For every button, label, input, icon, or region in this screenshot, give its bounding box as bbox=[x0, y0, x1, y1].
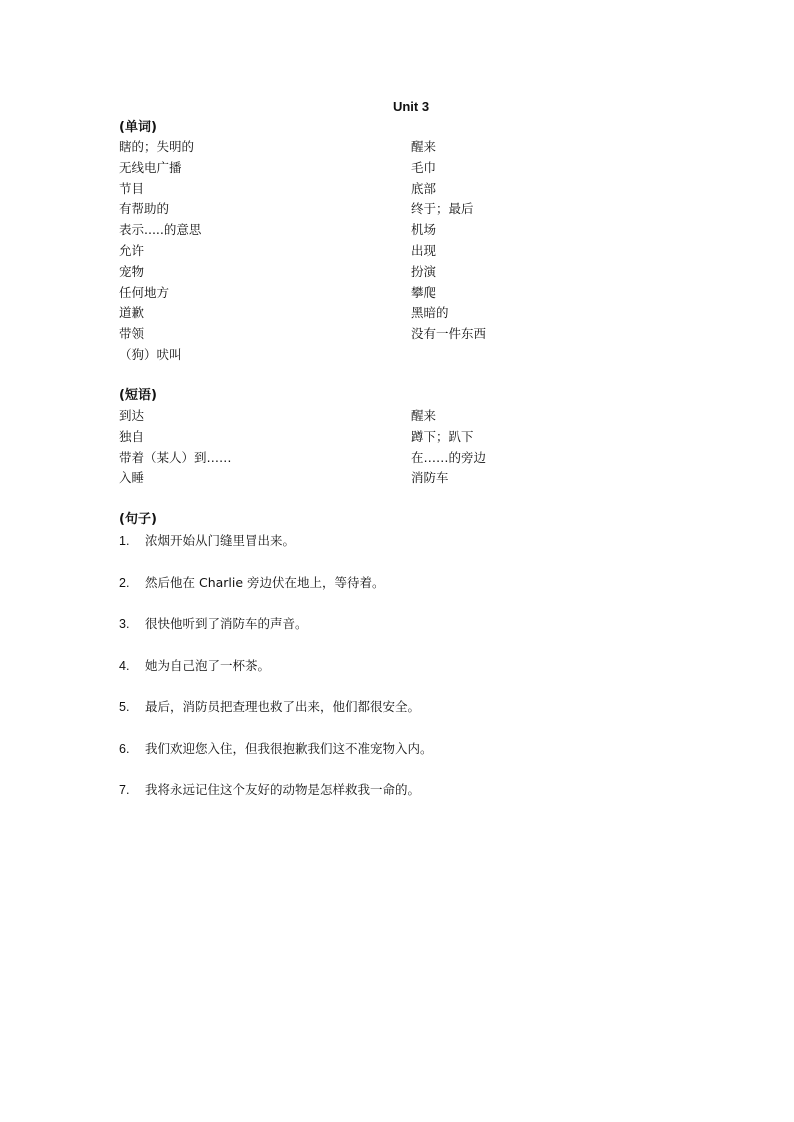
word-item: 带领 bbox=[119, 326, 145, 342]
phrase-item: 入睡 bbox=[119, 470, 145, 486]
word-item: 节目 bbox=[119, 180, 145, 196]
sentence-item bbox=[119, 697, 679, 739]
word-item: 扮演 bbox=[411, 263, 437, 279]
words-list bbox=[119, 137, 539, 366]
sentence-number: 5. bbox=[119, 700, 130, 714]
sentence-number: 2. bbox=[119, 575, 130, 590]
sentence-text: 我们欢迎您入住，但我很抱歉我们这不准宠物入内。 bbox=[145, 740, 433, 756]
sentence-number: 4. bbox=[119, 658, 130, 673]
word-item: 底部 bbox=[411, 180, 437, 196]
phrase-item: 醒来 bbox=[411, 408, 437, 423]
sentence-item bbox=[119, 614, 679, 656]
word-item: 机场 bbox=[411, 222, 437, 238]
sentence-text: 然后他在 Charlie 旁边伏在地上，等待着。 bbox=[145, 574, 385, 590]
sentence-number: 6. bbox=[119, 741, 130, 756]
page-title: Unit 3 bbox=[392, 99, 430, 114]
phrase-item: 在……的旁边 bbox=[411, 449, 487, 465]
sentence-text: 很快他听到了消防车的声音。 bbox=[145, 616, 308, 631]
word-item: 道歉 bbox=[119, 305, 145, 321]
word-item: （狗）吠叫 bbox=[119, 346, 182, 362]
sentence-number: 7. bbox=[119, 783, 130, 797]
sentence-text: 最后，消防员把查理也救了出来，他们都很安全。 bbox=[145, 699, 421, 714]
sentence-text: 浓烟开始从门缝里冒出来。 bbox=[145, 533, 296, 548]
word-item: 有帮助的 bbox=[119, 201, 170, 217]
sentences-list bbox=[119, 531, 679, 822]
phrase-item: 带着（某人）到…… bbox=[119, 449, 232, 465]
words-heading: (单词) bbox=[119, 120, 157, 135]
phrase-item: 消防车 bbox=[411, 470, 449, 486]
word-item: 出现 bbox=[411, 242, 437, 258]
word-item: 没有一件东西 bbox=[411, 326, 487, 342]
word-item: 醒来 bbox=[411, 139, 437, 154]
sentence-item bbox=[119, 656, 679, 698]
word-item: 黑暗的 bbox=[411, 305, 449, 321]
phrases-list bbox=[119, 406, 539, 489]
sentence-item bbox=[119, 573, 679, 615]
word-item: 允许 bbox=[119, 242, 145, 258]
word-item: 毛巾 bbox=[411, 159, 437, 175]
sentence-item bbox=[119, 531, 679, 573]
phrases-heading: (短语) bbox=[119, 388, 157, 403]
word-item: 任何地方 bbox=[119, 284, 170, 300]
sentence-text: 她为自己泡了一杯茶。 bbox=[145, 657, 271, 673]
word-item: 终于；最后 bbox=[411, 201, 474, 217]
sentences-heading: (句子) bbox=[119, 512, 157, 527]
phrase-item: 蹲下；趴下 bbox=[411, 428, 474, 444]
word-item: 瞎的；失明的 bbox=[119, 139, 195, 154]
sentence-item bbox=[119, 739, 679, 781]
word-item: 无线电广播 bbox=[119, 159, 182, 175]
word-item-empty bbox=[411, 345, 539, 366]
phrase-item: 独自 bbox=[119, 428, 145, 444]
sentence-text: 我将永远记住这个友好的动物是怎样救我一命的。 bbox=[145, 782, 421, 797]
word-item: 表示.....的意思 bbox=[119, 222, 202, 238]
sentence-number: 3. bbox=[119, 617, 130, 631]
word-item: 宠物 bbox=[119, 263, 145, 279]
word-item: 攀爬 bbox=[411, 284, 437, 300]
sentence-item bbox=[119, 780, 679, 822]
phrase-item: 到达 bbox=[119, 408, 145, 423]
sentence-number: 1. bbox=[119, 534, 130, 548]
